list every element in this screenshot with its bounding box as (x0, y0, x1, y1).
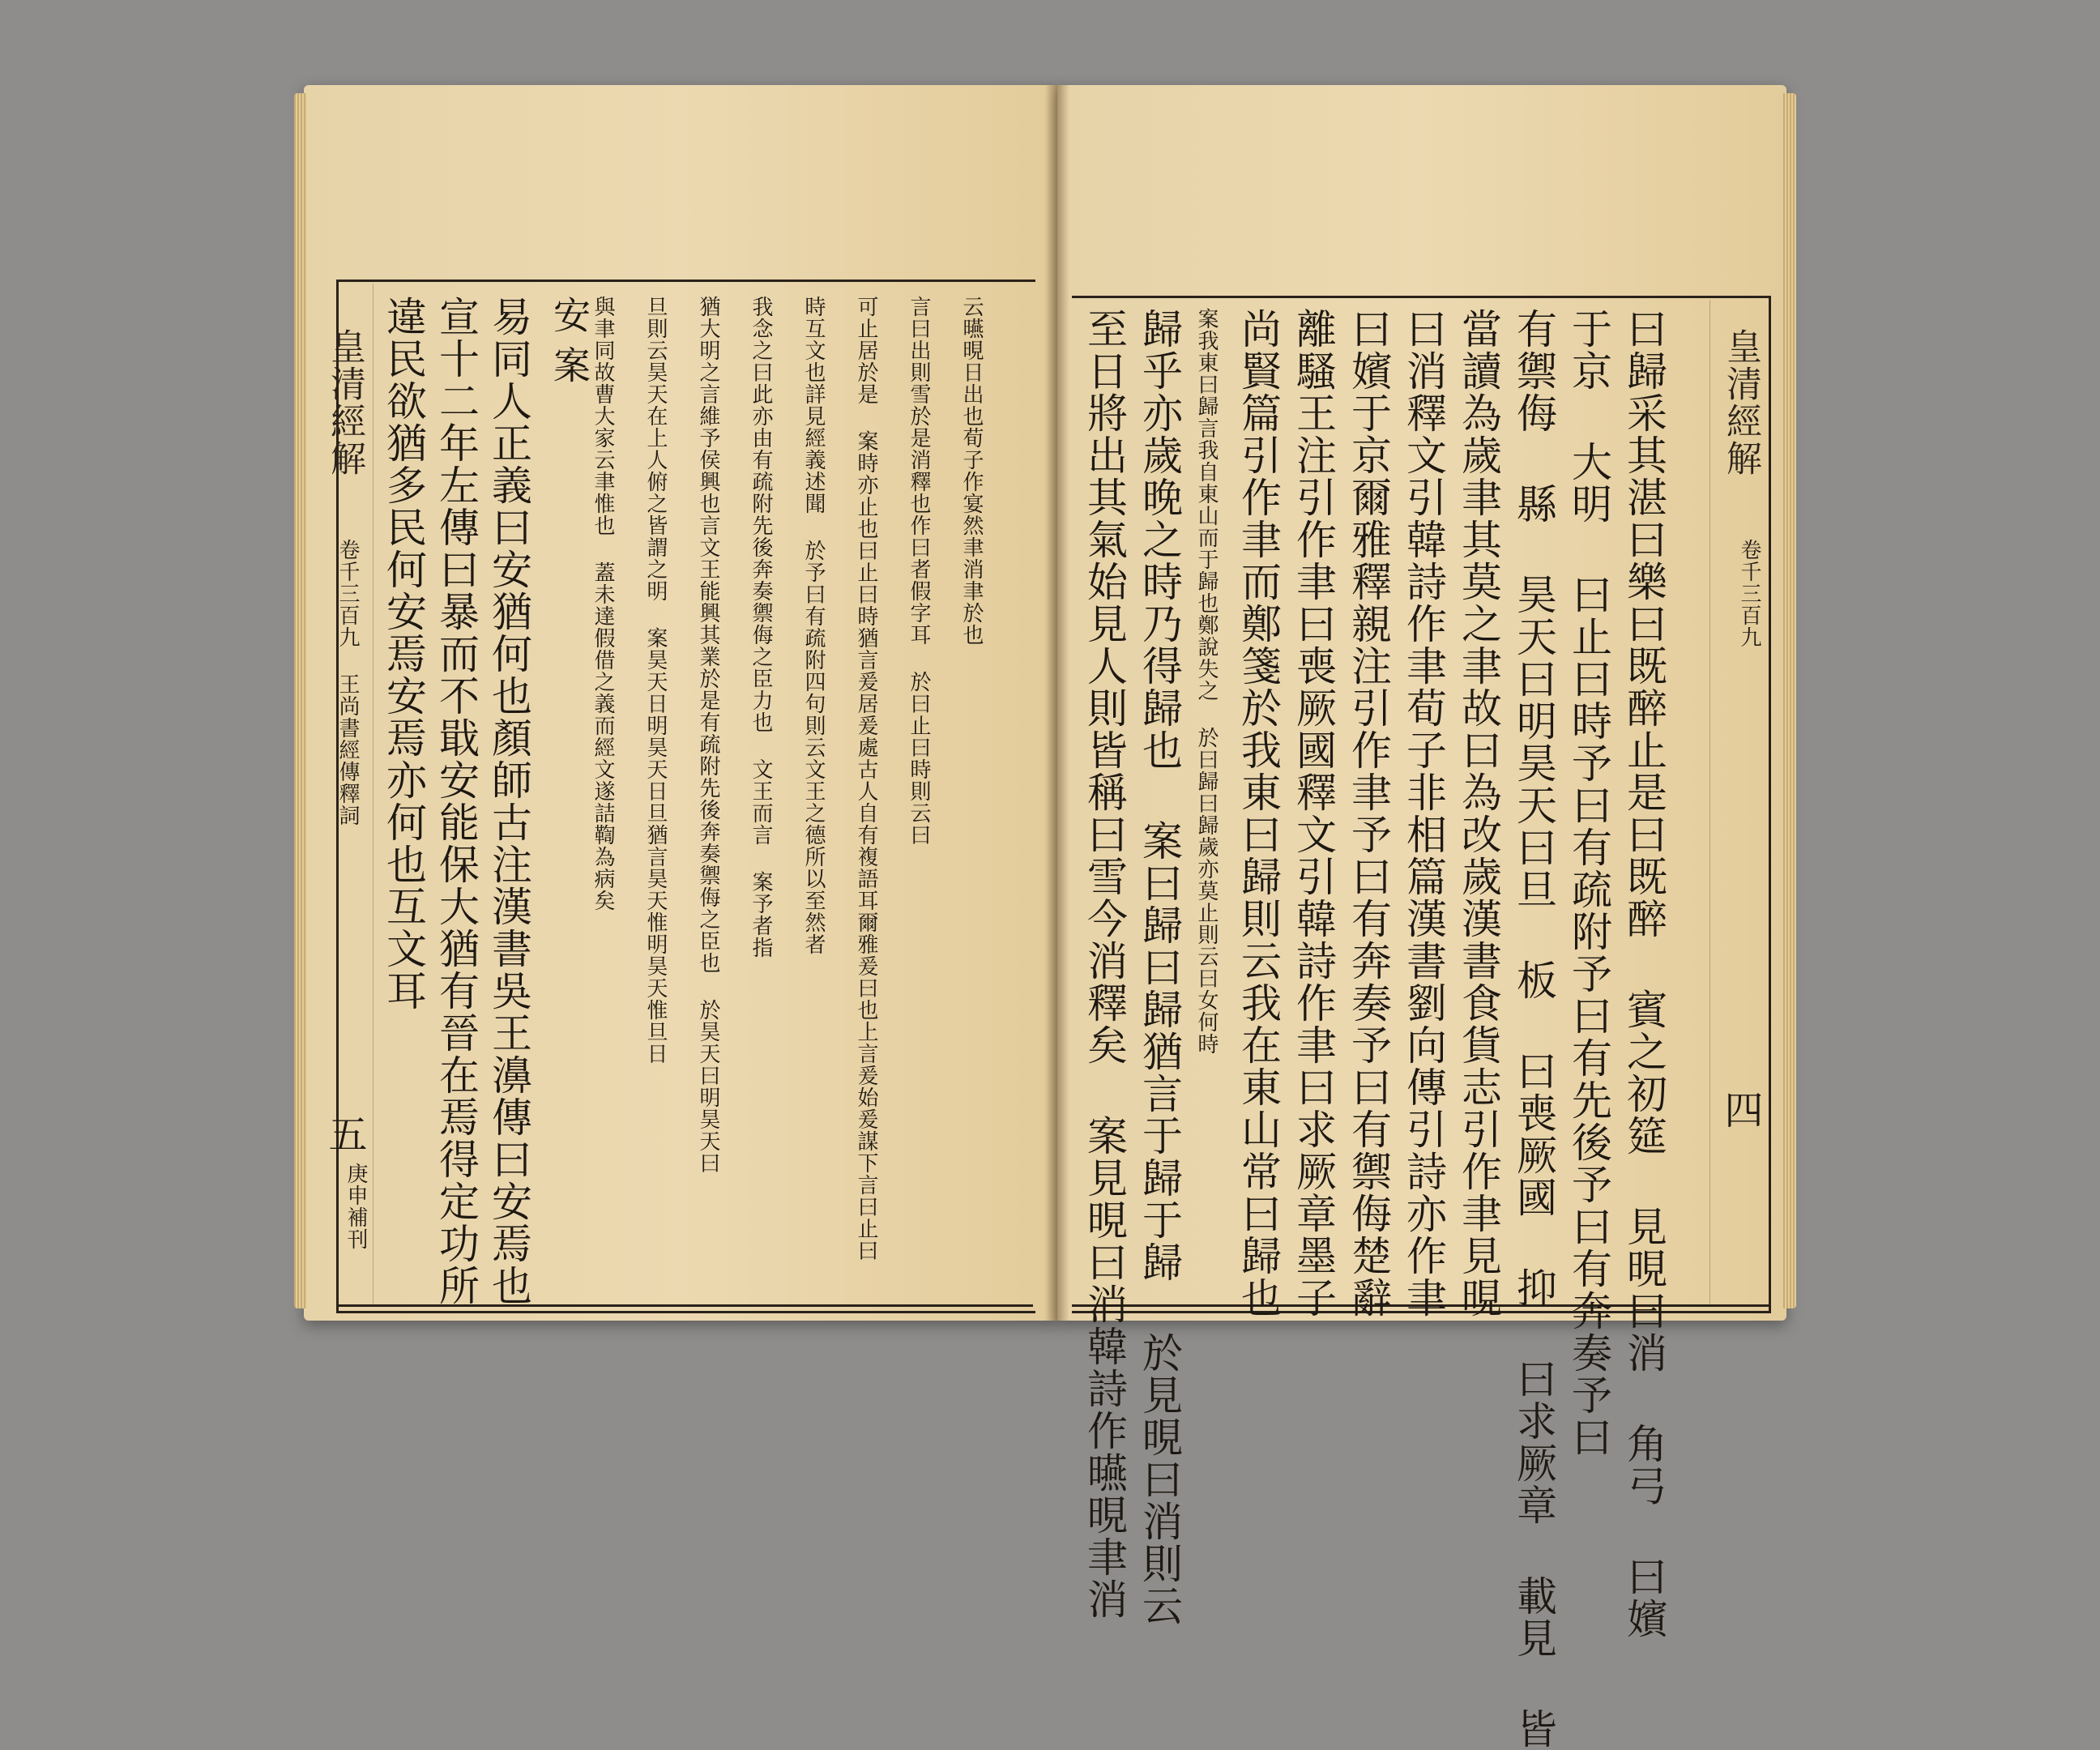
left-margin-title: 皇清經解 (324, 328, 365, 477)
left-text-column-12: 云曣晛日出也荀子作宴然聿消聿於也 (959, 296, 984, 646)
left-folio-note: 庚申補刊 (344, 1163, 368, 1250)
open-book (304, 85, 1786, 1750)
left-folio-number: 五 (322, 1114, 367, 1155)
right-text-column-11: 至日將出其氣始見人則皆稱曰雪今消釋矣 案見晛曰消韓詩作曣晛聿消 (1081, 308, 1128, 1620)
book-spine-gutter (1045, 85, 1069, 1321)
right-margin-title: 皇清經解 (1720, 328, 1761, 477)
right-text-column-3: 有禦侮 縣 昊天曰明昊天曰旦 板 曰喪厥國 抑 曰求厥章 載見 皆 (1510, 308, 1557, 1750)
left-page (304, 85, 1057, 1321)
right-text-column-4: 當讀為歲聿其莫之聿故曰為改歲漢書食貨志引作聿見晛 (1455, 308, 1502, 1319)
left-text-column-9: 時互文也詳見經義述聞 於予曰有疏附四句則云文王之德所以至然者 (801, 296, 826, 955)
left-text-column-2: 宣十二年左傳曰暴而不戢安能保大猶有晉在焉得定功所 (433, 296, 480, 1307)
left-text-column-1: 違民欲猶多民何安焉安焉亦何也互文耳 (380, 296, 427, 1012)
right-text-column-2: 于京 大明 曰止曰時予曰有疏附予曰有先後予曰有奔奏予曰 (1565, 308, 1612, 1458)
right-text-column-5: 曰消釋文引韓詩作聿荀子非相篇漢書劉向傳引詩亦作聿 (1400, 308, 1447, 1319)
right-margin-subtitle: 卷千三百九 (1737, 539, 1761, 648)
left-text-column-6: 旦則云昊天在上人俯之皆謂之明 案昊天日明昊天日旦猶言昊天惟明昊天惟旦日 (643, 296, 668, 1065)
left-text-column-8: 我念之曰此亦由有疏附先後奔奏禦侮之臣力也 文王而言 案予者指 (749, 296, 773, 958)
left-page-edge (294, 93, 307, 1308)
right-page-edge (1783, 93, 1796, 1308)
left-text-column-10: 可止居於是 案時亦止也曰止曰時猶言爰居爰處古人自有複語耳爾雅爰曰也上言爰始爰謀下言曰止曰 (854, 296, 878, 1261)
right-page (1057, 85, 1786, 1750)
left-margin-subtitle: 卷千三百九 王尚書經傳釋詞 (335, 539, 360, 826)
right-text-column-10: 歸乎亦歲晚之時乃得歸也 案曰歸曰歸猶言于歸于歸 於見晛曰消則云 (1136, 308, 1183, 1627)
right-folio-number: 四 (1718, 1090, 1763, 1130)
right-text-column-6: 曰嬪于京爾雅釋親注引作聿予曰有奔奏予曰有禦侮楚辭 (1345, 308, 1392, 1319)
left-text-column-7: 猶大明之言維予侯興也言文王能興其業於是有疏附先後奔奏禦侮之臣也 於昊天曰明昊天曰 (696, 296, 720, 1174)
right-text-column-8: 尚賢篇引作聿而鄭箋於我東曰歸則云我在東山常曰歸也 (1235, 308, 1282, 1319)
left-text-column-11: 言曰出則雪於是消釋也作曰者假字耳 於曰止曰時則云曰 (907, 296, 931, 846)
right-text-column-9: 案我東曰歸言我自東山而于歸也鄭說失之 於曰歸曰歸歲亦莫止則云曰女何時 (1194, 308, 1219, 1055)
left-text-column-5: 與聿同故曹大家云聿惟也 蓋未達假借之義而經文遂詰鞫為病矣 (591, 296, 615, 911)
left-text-column-3: 易同人正義曰安猶何也顏師古注漢書吳王濞傳曰安焉也 (485, 296, 532, 1307)
right-margin-divider (1709, 300, 1710, 1304)
left-section-heading: 安案 (548, 296, 591, 396)
right-text-column-7: 離騷王注引作聿曰喪厥國釋文引韓詩作聿曰求厥章墨子 (1290, 308, 1337, 1319)
right-text-column-1: 曰歸采其湛曰樂曰既醉止是曰既醉 賓之初筵 見晛曰消 角弓 曰嬪 (1620, 308, 1667, 1640)
